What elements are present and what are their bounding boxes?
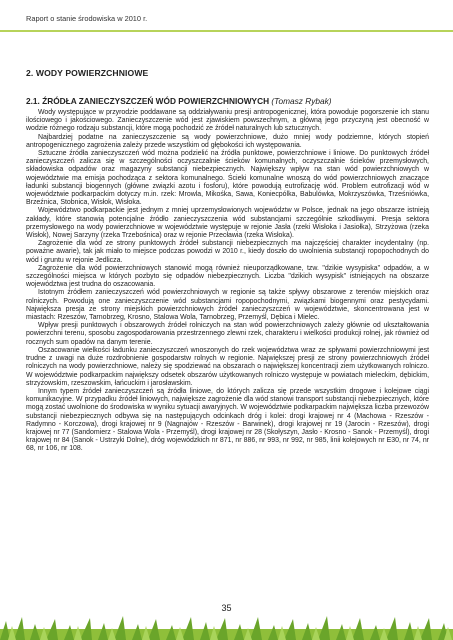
paragraph: Oszacowanie wielkości ładunku zanieczyszczeń wnoszonych do rzek województwa wraz ze spływami powierzchniowymi jest trudne z uwagi na duże rozdrobnienie gospodarstw rolnych w regionie. Największej presji ze strony powierzchniowych źródeł rolniczych na wody powierzchniowe, należy się spodziewać na obszarach o największej koncentracji ziem użytkowanych rolniczo. W województwie podkarpackim największy odsetek obszarów użytkowanych rolniczo występuje w powiatach mieleckim, dębickim, strzyżowskim, rzeszowskim, łańcuckim i jarosławskim. [26,346,429,387]
header-rule [0,30,453,32]
paragraph: Zagrożenie dla wód ze strony punktowych źródeł substancji niebezpiecznych ma najczęściej charakter incydentalny (np. poważne awarie), tak jak miało to miejsce podczas powodzi w 2010 r., kiedy doszło do uwolnienia substancji ropopochodnych do wód i gruntu w rejonie Jedlicza. [26,240,429,264]
paragraph: Najbardziej podatne na zanieczyszczenie są wody powierzchniowe, dużo mniej wody podziemne, których stopień antropogenicznego zagrożenia zależy przede wszystkim od głębokości ich występowania. [26,133,429,149]
subsection-title: 2.1. ŹRÓDŁA ZANIECZYSZCZEŃ WÓD POWIERZCHNIOWYCH [26,96,270,106]
section-title: 2. WODY POWIERZCHNIOWE [26,68,149,78]
paragraph: Województwo podkarpackie jest jednym z mniej uprzemysłowionych województw w Polsce, jednak na jego obszarze istnieją zakłady, które stanowią potencjalne źródło zanieczyszczenia wód substancjami szczególnie szkodliwymi. Presja sektora przemysłowego na wody powierzchniowe w województwie występuje w rejonie Jasła (rzeki Wisłoka i Jasiołka), Strzyżowa (rzeka Wisłok), Nowej Sarzyny (rzeka Trzebośnica) oraz w rejonie Przecławia (rzeka Wisłoka). [26,207,429,240]
paragraph: Sztuczne źródła zanieczyszczeń wód można podzielić na źródła punktowe, powierzchniowe i liniowe. Do punktowych źródeł zanieczyszczeń zalicza się w szczególności oczyszczalnie ścieków komunalnych, oczyszczalnie ścieków przemysłowych, składowiska odpadów oraz magazyny substancji niebezpiecznych. Największy wpływ na stan wód powierzchniowych w województwie ma emisja pochodząca z sektora komunalnego. Ścieki komunalne wnoszą do wód powierzchniowych znaczące ładunki substancji biogennych (główne związki azotu i fosforu), które powodują eutrofizację wód. Problem eutrofizacji wód w województwie podkarpackim dotyczy m.in. rzek: Mrowla, Mikośka, Sawa, Koniecpólka, Babulówka, Mokrzyszówka, Trześniówka, Brzeźnica, Stobnica, Wisłok, Wisłoka. [26,150,429,207]
paragraph: Wody występujące w przyrodzie poddawane są oddziaływaniu presji antropogenicznej, która powoduje pogorszenie ich stanu ilościowego i jakościowego. Zanieczyszczenie wód jest zjawiskiem powszechnym, a główną jego przyczyną jest obecność w wodzie różnego rodzaju substancji, które mogą pochodzić ze źródeł naturalnych lub sztucznych. [26,109,429,133]
paragraph: Istotnym źródłem zanieczyszczeń wód powierzchniowych w regionie są także spływy obszarowe z terenów miejskich oraz rolniczych. Powodują one zanieczyszczenie wód substancjami ropopochodnymi, związkami biogennymi oraz pestycydami. Największa presja ze strony miejskich powierzchniowych źródeł zanieczyszczeń w województwie, skoncentrowana jest w miastach: Rzeszów, Tarnobrzeg, Krosno, Stalowa Wola, Tarnobrzeg, Przemyśl, Dębica i Mielec. [26,289,429,322]
subsection-heading [26,96,331,106]
body-text [26,109,429,454]
paragraph: Zagrożenie dla wód powierzchniowych stanowić mogą również nieuporządkowane, tzw. "dzikie wysypiska" odpadów, a w szczególności miejsca w których pozbyto się odpadów niebezpiecznych. Liczba "dzikich wysypisk" istniejących na obszarze województwa jest trudna do oszacowania. [26,264,429,289]
page-number: 35 [221,603,232,613]
paragraph: Innym typem źródeł zanieczyszczeń są źródła liniowe, do których zalicza się przede wszystkim drogowe i kolejowe ciągi komunikacyjne. W przypadku źródeł liniowych, największe zagrożenie dla wód stanowi transport substancji niebezpiecznych, które mogą zostać uwolnione do środowiska w wyniku sytuacji awaryjnych. W województwie podkarpackim największa liczba przewozów substancji niebezpiecznych odbywa się na następujących odcinkach dróg i kolei: drogi krajowej nr 4 (Machowa - Rzeszów - Radymno - Korczowa), drogi krajowej nr 9 (Nagnajów - Rzeszów - Barwinek), drogi krajowej nr 19 (Jarocin - Rzeszów), drogi krajowej nr 77 (Sandomierz - Stalowa Wola - Przemyśl), drogi krajowej nr 28 (Skołyszyn, Jasło - Krosno - Sanok - Przemyśl), drogi krajowej nr 84 (Sanok - Ustrzyki Dolne), dróg wojewódzkich nr 871, nr 886, nr 993, nr 992, nr 985, linii kolejowych nr E30, nr 74, nr 68, nr 106, nr 108. [26,387,429,453]
author: (Tomasz Rybak) [271,96,332,106]
running-header: Raport o stanie środowiska w 2010 r. [26,14,148,23]
grass-footer-decoration [0,615,453,640]
paragraph: Wpływ presji punktowych i obszarowych źródeł rolniczych na stan wód powierzchniowych zależy głównie od ukształtowania powierzchni terenu, sposobu zagospodarowania przestrzennego zlewni rzek, charakteru i wielkości produkcji rolnej, jak również od rocznych sum opadów na danym terenie. [26,322,429,346]
